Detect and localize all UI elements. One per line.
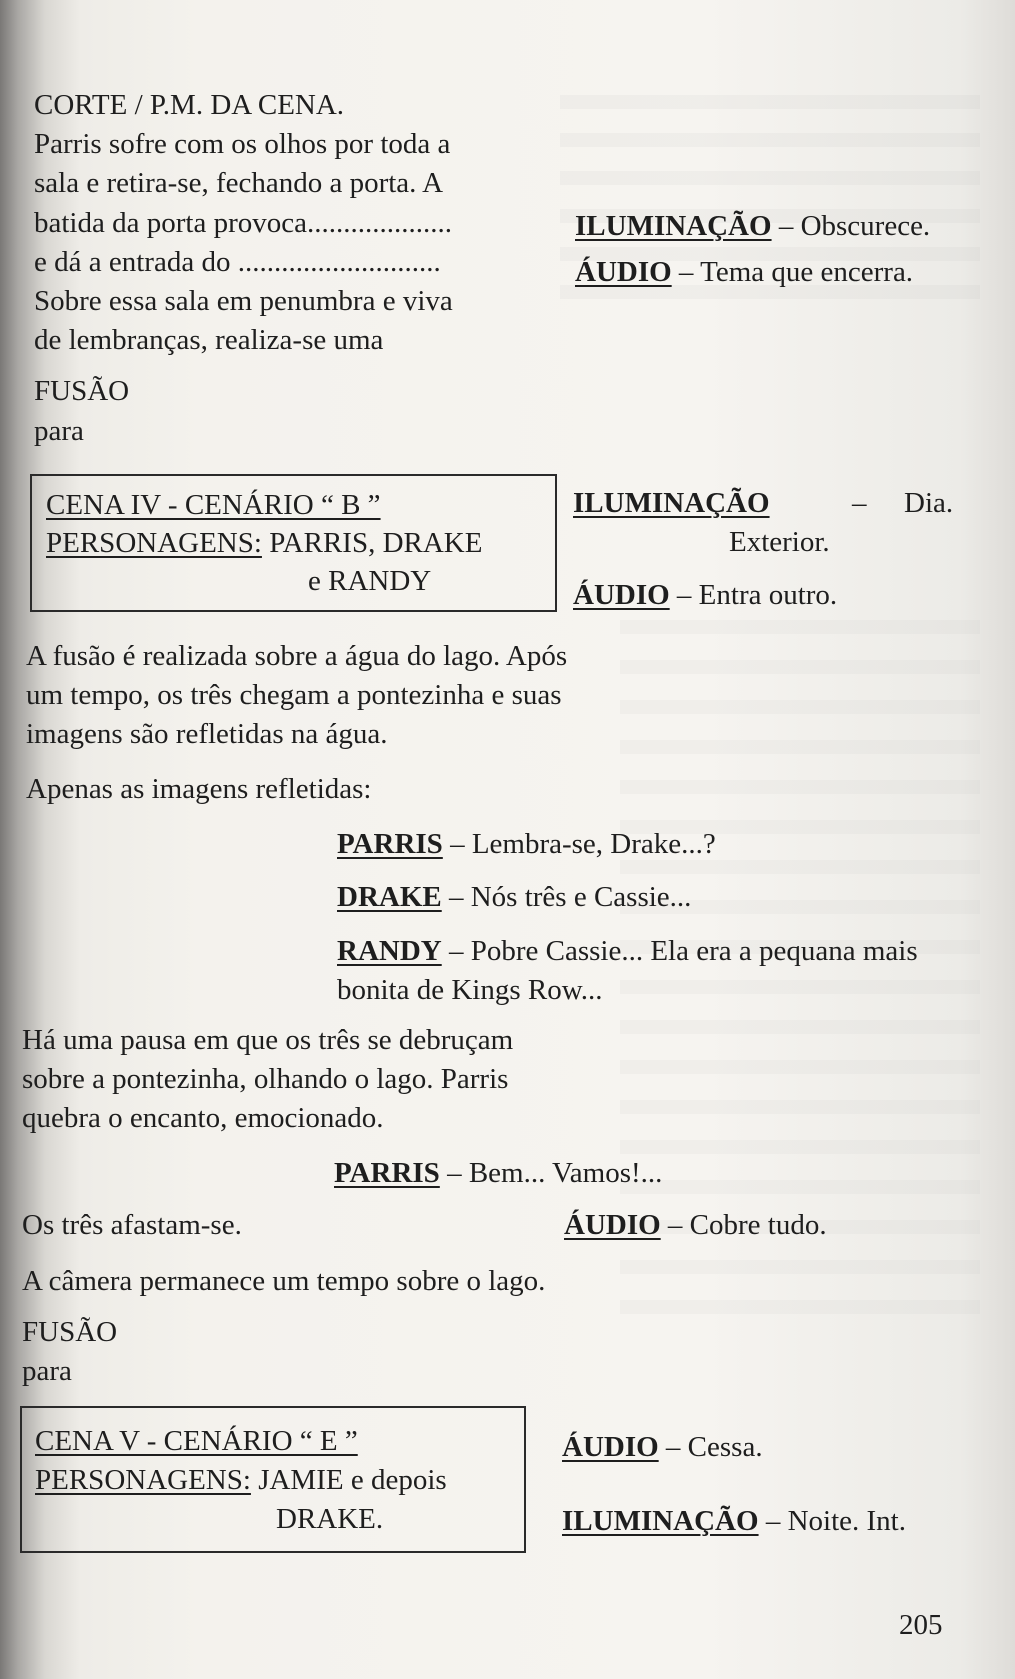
dialogue-text: – Pobre Cassie... Ela era a pequana mais — [441, 935, 918, 967]
dialogue-text: – Nós três e Cassie... — [441, 881, 692, 913]
cue-label: ILUMINAÇÃO — [573, 487, 770, 519]
audio-cue — [573, 576, 837, 614]
action-line: Parris sofre com os olhos por toda a — [34, 128, 451, 160]
cue-label: ÁUDIO — [573, 579, 670, 611]
action-line: Os três afastam-se. — [22, 1209, 242, 1241]
dialogue-text: – Bem... Vamos!... — [439, 1157, 663, 1189]
transition-label: FUSÃO — [34, 375, 130, 407]
action-line: Sobre essa sala em penumbra e viva — [34, 285, 453, 317]
audio-cue — [562, 1428, 763, 1466]
cue-text: – Obscurece. — [771, 210, 931, 242]
cue-text: – Tema que encerra. — [671, 256, 914, 288]
lighting-cue — [562, 1502, 906, 1540]
dialogue-line — [337, 825, 716, 863]
cue-label: ÁUDIO — [575, 256, 672, 288]
dialogue-text: – Lembra-se, Drake...? — [442, 828, 716, 860]
action-line: Apenas as imagens refletidas: — [26, 773, 372, 805]
cue-text: Dia. — [904, 487, 954, 519]
transition-label: para — [22, 1355, 72, 1387]
action-line: sala e retira-se, fechando a porta. A — [34, 167, 444, 199]
action-line: imagens são refletidas na água. — [26, 718, 388, 750]
cue-text: – Entra outro. — [669, 579, 838, 611]
speaker-name: DRAKE — [337, 881, 442, 913]
scene-title: CENA IV - CENÁRIO “ B ” — [46, 489, 381, 521]
dialogue-line — [334, 1154, 662, 1192]
action-line: quebra o encanto, emocionado. — [22, 1102, 384, 1134]
scene-characters-cont: DRAKE. — [276, 1503, 384, 1535]
lighting-cue — [573, 484, 770, 522]
cue-dash: – — [852, 487, 867, 519]
characters-label: PERSONAGENS: — [46, 527, 262, 559]
cue-text: – Cessa. — [658, 1431, 763, 1463]
cue-label: ÁUDIO — [564, 1209, 661, 1241]
cue-label: ILUMINAÇÃO — [575, 210, 772, 242]
scene-characters-cont: e RANDY — [308, 565, 432, 597]
cue-text: – Cobre tudo. — [660, 1209, 827, 1241]
characters-list: JAMIE e depois — [250, 1464, 447, 1496]
cue-label: ILUMINAÇÃO — [562, 1505, 759, 1537]
action-line: CORTE / P.M. DA CENA. — [34, 89, 345, 121]
action-line: A câmera permanece um tempo sobre o lago. — [22, 1265, 546, 1297]
speaker-name: RANDY — [337, 935, 442, 967]
action-line: um tempo, os três chegam a pontezinha e suas — [26, 679, 562, 711]
lighting-cue — [575, 207, 930, 245]
action-line: Há uma pausa em que os três se debruçam — [22, 1024, 514, 1056]
speaker-name: PARRIS — [337, 828, 443, 860]
dialogue-line — [337, 878, 691, 916]
action-line: batida da porta provoca.................... — [34, 207, 452, 239]
action-line: de lembranças, realiza-se uma — [34, 324, 384, 356]
cue-label: ÁUDIO — [562, 1431, 659, 1463]
characters-list: PARRIS, DRAKE — [261, 527, 483, 559]
audio-cue — [564, 1206, 827, 1244]
cue-text-cont: Exterior. — [729, 526, 830, 558]
audio-cue — [575, 253, 913, 291]
speaker-name: PARRIS — [334, 1157, 440, 1189]
transition-label: para — [34, 415, 84, 447]
scene-title: CENA V - CENÁRIO “ E ” — [35, 1425, 358, 1457]
scene-characters — [46, 524, 482, 562]
page-number: 205 — [899, 1609, 943, 1641]
dialogue-line — [337, 932, 918, 970]
cue-text: – Noite. Int. — [758, 1505, 906, 1537]
action-line: e dá a entrada do ............................ — [34, 246, 441, 278]
action-line: A fusão é realizada sobre a água do lago. Após — [26, 640, 568, 672]
scene-characters — [35, 1461, 447, 1499]
transition-label: FUSÃO — [22, 1316, 118, 1348]
characters-label: PERSONAGENS: — [35, 1464, 251, 1496]
dialogue-line-cont: bonita de Kings Row... — [337, 974, 603, 1006]
action-line: sobre a pontezinha, olhando o lago. Parris — [22, 1063, 509, 1095]
